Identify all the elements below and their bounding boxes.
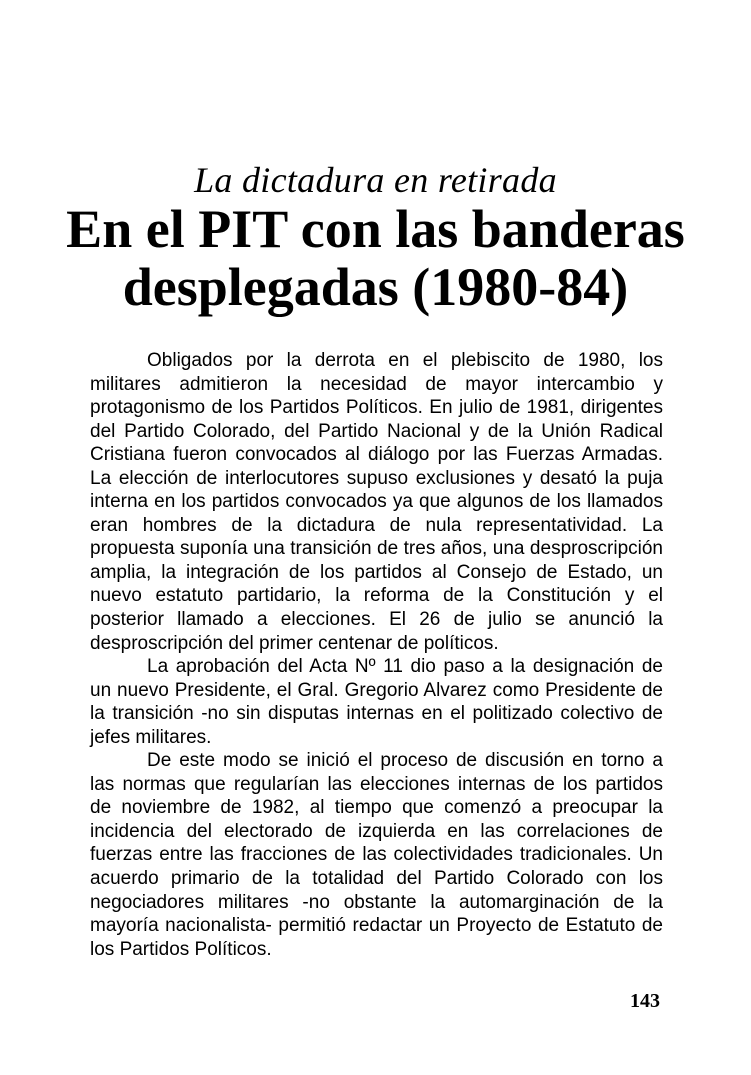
body-text bbox=[90, 349, 663, 961]
paragraph-1: Obligados por la derrota en el plebiscito de 1980, los militares admitieron la necesidad de mayor intercambio y protagonismo de los Partidos Políticos. En julio de 1981, dirigentes del Partido Colorado, del Partido Nacional y de la Unión Radical Cristiana fueron convocados al diálogo por las Fuerzas Armadas. La elección de interlocutores supuso exclusiones y desató la puja interna en los partidos convocados ya que algunos de los llamados eran hombres de la dictadura de nula representatividad. La propuesta suponía una transición de tres años, una desproscripción amplia, la integración de los partidos al Consejo de Estado, un nuevo estatuto partidario, la reforma de la Constitución y el posterior llamado a elecciones. El 26 de julio se anunció la desproscripción del primer centenar de políticos. bbox=[90, 350, 663, 654]
chapter-title-line-2: desplegadas (1980-84) bbox=[122, 257, 629, 317]
paragraph-3: De este modo se inició el proceso de discusión en torno a las normas que regularían las elecciones internas de los partidos de noviembre de 1982, al tiempo que comenzó a preocupar la incidencia del electorado de izquierda en las correlaciones de fuerzas entre las fracciones de las colectividades tradicionales. Un acuerdo primario de la totalidad del Partido Colorado con los negociadores militares -no obstante la automarginación de la mayoría nacionalista- permitió redactar un Proyecto de Estatuto de los Partidos Políticos. bbox=[90, 750, 663, 960]
paragraph-2: La aprobación del Acta Nº 11 dio paso a la designación de un nuevo Presidente, el Gral. Gregorio Alvarez como Presidente de la transición -no sin disputas internas en el politizado colectivo de jefes militares. bbox=[90, 656, 663, 748]
chapter-title-line-1: En el PIT con las banderas bbox=[66, 199, 685, 259]
page-number: 143 bbox=[630, 990, 660, 1012]
chapter-title bbox=[0, 200, 751, 316]
chapter-subtitle: La dictadura en retirada bbox=[194, 160, 557, 200]
